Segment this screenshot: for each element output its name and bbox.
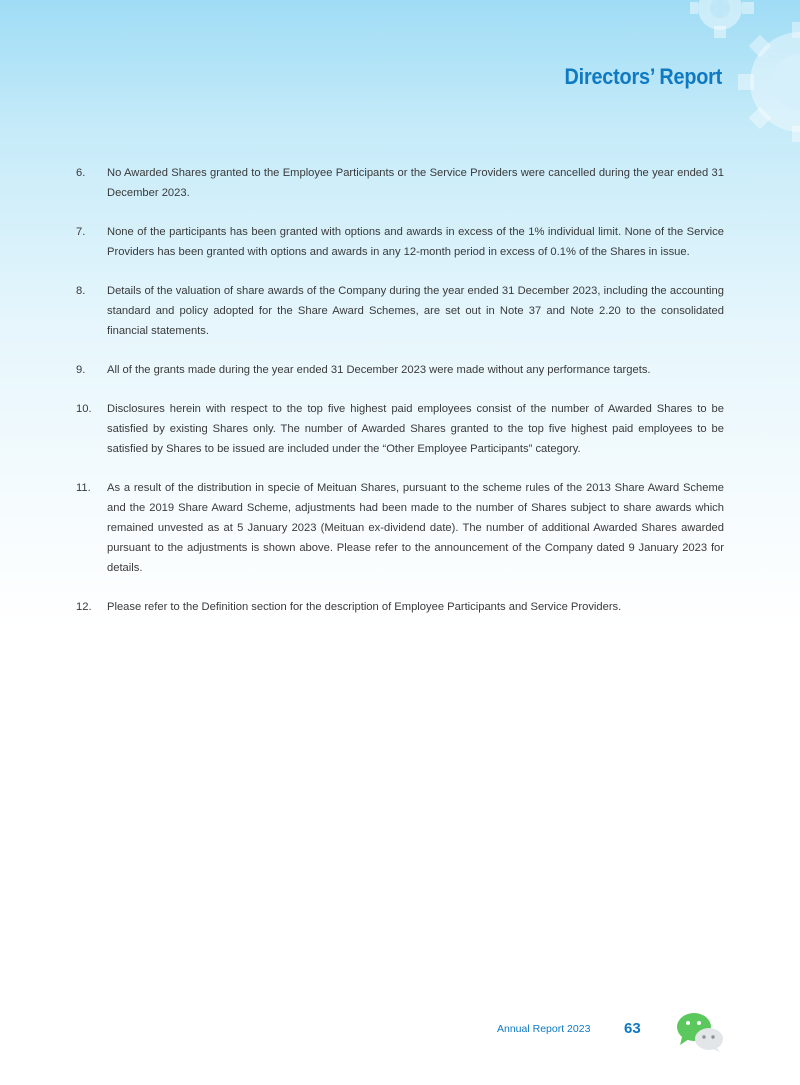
- note-item: [76, 360, 724, 380]
- note-text: Details of the valuation of share awards of the Company during the year ended 31 December 2023, including the accounting standard and policy adopted for the Share Award Schemes, are set out in Note 37 and Note 2.20 to the consolidated financial statements.: [107, 285, 724, 337]
- page-title: Directors’ Report: [564, 64, 722, 89]
- note-text: Disclosures herein with respect to the top five highest paid employees consist of the number of Awarded Shares to be satisfied by existing Shares only. The number of Awarded Shares granted to the top five highest paid employees to be satisfied by Shares to be issued are included under the “Other Employee Participants” category.: [107, 403, 724, 455]
- note-item: [76, 597, 724, 617]
- note-number: 7.: [76, 226, 86, 238]
- page-number: 63: [624, 1020, 641, 1037]
- footer-report-label: Annual Report 2023: [497, 1023, 591, 1035]
- note-number: 6.: [76, 167, 86, 179]
- note-item: [76, 478, 724, 578]
- note-number: 11.: [76, 482, 91, 494]
- note-item: [76, 281, 724, 341]
- notes-list: [76, 163, 724, 636]
- note-number: 10.: [76, 403, 92, 415]
- wechat-logo-icon: [674, 1010, 726, 1052]
- note-item: [76, 222, 724, 262]
- note-text: As a result of the distribution in specie of Meituan Shares, pursuant to the scheme rules of the 2013 Share Award Scheme and the 2019 Share Award Scheme, adjustments had been made to the number of Shares subject to share awards which remained unvested as at 5 January 2023 (Meituan ex-dividend date). The number of additional Awarded Shares awarded pursuant to the adjustments is shown above. Please refer to the announcement of the Company dated 9 January 2023 for details.: [107, 482, 724, 574]
- note-text: Please refer to the Definition section for the description of Employee Participants and Service Providers.: [107, 601, 622, 613]
- note-number: 12.: [76, 601, 92, 613]
- note-text: All of the grants made during the year ended 31 December 2023 were made without any performance targets.: [107, 364, 651, 376]
- note-number: 9.: [76, 364, 86, 376]
- note-number: 8.: [76, 285, 86, 297]
- note-item: [76, 163, 724, 203]
- note-item: [76, 399, 724, 459]
- note-text: No Awarded Shares granted to the Employee Participants or the Service Providers were cancelled during the year ended 31 December 2023.: [107, 167, 724, 199]
- note-text: None of the participants has been granted with options and awards in excess of the 1% individual limit. None of the Service Providers has been granted with options and awards in any 12-month period in excess of 0.1% of the Shares in issue.: [107, 226, 724, 258]
